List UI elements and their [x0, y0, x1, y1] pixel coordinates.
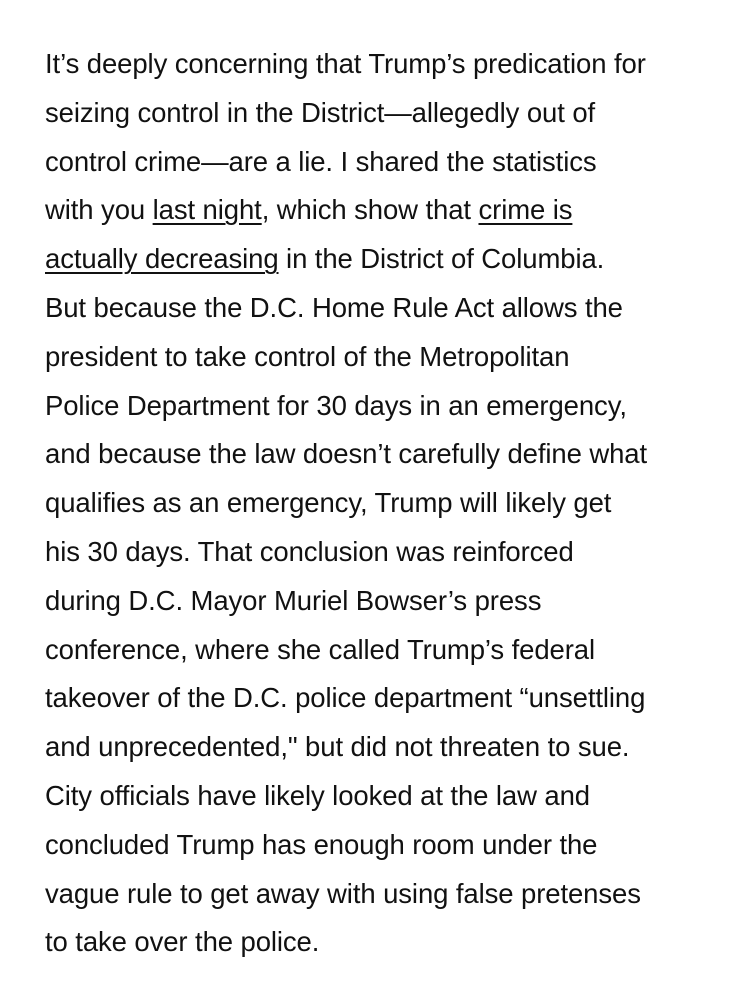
crime-decreasing-link[interactable]: crime is	[478, 194, 573, 226]
text-segment: , which show that	[261, 194, 479, 226]
text-line: It’s deeply concerning that Trump’s predication for	[45, 48, 646, 79]
text-line: But because the D.C. Home Rule Act allows the	[45, 291, 623, 323]
text-line: vague rule to get away with using false pretenses	[45, 877, 641, 909]
text-line: conference, where she called Trump’s federal	[45, 633, 595, 665]
text-segment: with you	[45, 194, 153, 226]
text-line: to take over the police.	[45, 926, 320, 958]
crime-decreasing-link-continued[interactable]: actually decreasing	[45, 243, 279, 275]
text-line: seizing control in the District—allegedly out of	[45, 96, 596, 128]
text-line: takeover of the D.C. police department “unsettling	[45, 682, 646, 714]
article-paragraph	[45, 40, 735, 967]
text-line: and unprecedented," but did not threaten to sue.	[45, 731, 630, 763]
text-line: during D.C. Mayor Muriel Bowser’s press	[45, 584, 542, 616]
text-line: control crime—are a lie. I shared the statistics	[45, 145, 597, 177]
text-segment: in the District of Columbia.	[278, 243, 605, 275]
text-line: president to take control of the Metropolitan	[45, 340, 570, 372]
text-line: his 30 days. That conclusion was reinforced	[45, 535, 574, 567]
text-line: concluded Trump has enough room under the	[45, 828, 598, 860]
text-line	[45, 235, 735, 284]
last-night-link[interactable]: last night	[152, 194, 262, 226]
text-line: City officials have likely looked at the law and	[45, 779, 590, 811]
text-line: Police Department for 30 days in an emergency,	[45, 389, 627, 421]
text-line	[45, 186, 735, 235]
article-body	[45, 40, 735, 967]
text-line: and because the law doesn’t carefully define what	[45, 438, 648, 470]
text-line: qualifies as an emergency, Trump will likely get	[45, 487, 612, 519]
